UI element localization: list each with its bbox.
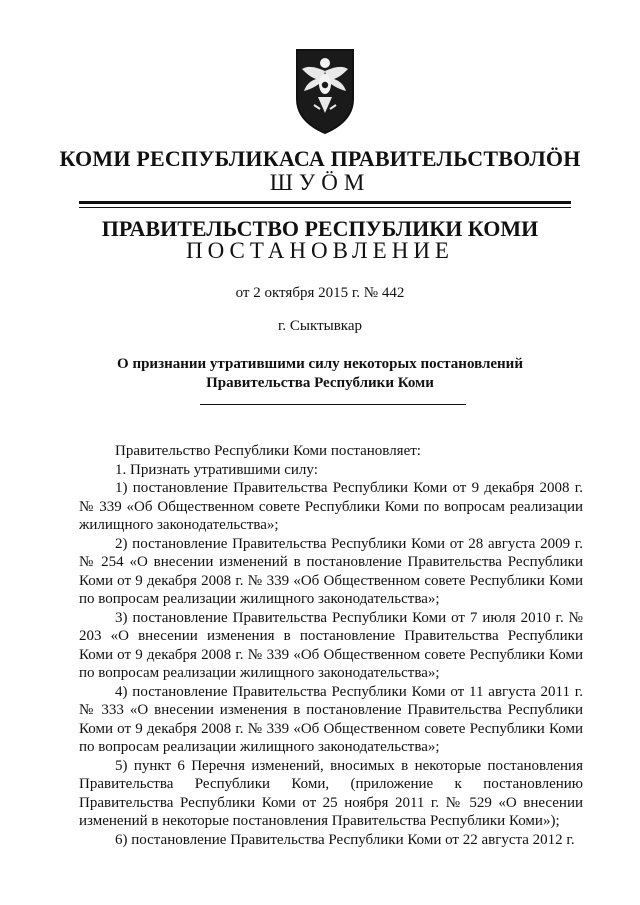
header-divider-thick bbox=[79, 201, 571, 204]
body-paragraph: 3) постановление Правительства Республики Коми от 7 июля 2010 г. № 203 «О внесении изменения в постановление Правительства Республики Коми от 9 декабря 2008 г. № 339 «Об Общественном совете Республики Коми по вопросам реализации жилищного законодательства»; bbox=[79, 609, 583, 681]
header-divider-thin bbox=[79, 207, 571, 208]
decree-body bbox=[79, 442, 583, 849]
komi-decree-title: ШУÖМ bbox=[269, 170, 371, 195]
coat-of-arms-icon bbox=[294, 47, 356, 135]
decree-date-number: от 2 октября 2015 г. № 442 bbox=[235, 285, 405, 301]
decree-city: г. Сыктывкар bbox=[277, 318, 363, 334]
subject-line: О признании утратившими силу некоторых постановлений bbox=[117, 356, 523, 372]
body-paragraph: 6) постановление Правительства Республики Коми от 22 августа 2012 г. bbox=[115, 831, 575, 848]
body-paragraph: Правительство Республики Коми постановляет: bbox=[115, 443, 421, 459]
subject-underline bbox=[200, 404, 466, 405]
body-paragraph: 1) постановление Правительства Республики Коми от 9 декабря 2008 г. № 339 «Об Общественном совете Республики Коми по вопросам реализации жилищного законодательства»; bbox=[79, 480, 583, 533]
body-paragraph: 1. Признать утратившими силу: bbox=[115, 461, 318, 478]
komi-government-title: КОМИ РЕСПУБЛИКАСА ПРАВИТЕЛЬСТВОЛÖН bbox=[59, 146, 581, 171]
body-paragraph: 2) постановление Правительства Республики Коми от 28 августа 2009 г. № 254 «О внесении изменений в постановление Правительства Республики Коми от 9 декабря 2008 г. № 339 «Об Общественном совете Республики Коми по вопросам реализации жилищного законодательства»; bbox=[79, 535, 583, 607]
government-title: ПРАВИТЕЛЬСТВО РЕСПУБЛИКИ КОМИ bbox=[101, 216, 539, 241]
decree-title: ПОСТАНОВЛЕНИЕ bbox=[186, 238, 454, 263]
body-paragraph: 5) пункт 6 Перечня изменений, вносимых в некоторые постановления Правительства Республики Коми, (приложение к постановлению Правительства Республики Коми от 25 ноября 2011 г. № 529 «О внесении изменений в некоторые постановления Правительства Республики Коми»); bbox=[79, 757, 583, 829]
subject-line: Правительства Республики Коми bbox=[206, 375, 434, 391]
body-paragraph: 4) постановление Правительства Республики Коми от 11 августа 2011 г. № 333 «О внесении изменения в постановление Правительства Республики Коми от 9 декабря 2008 г. № 339 «Об Общественном совете Республики Коми по вопросам реализации жилищного законодательства»; bbox=[79, 683, 583, 755]
decree-subject bbox=[0, 355, 640, 393]
